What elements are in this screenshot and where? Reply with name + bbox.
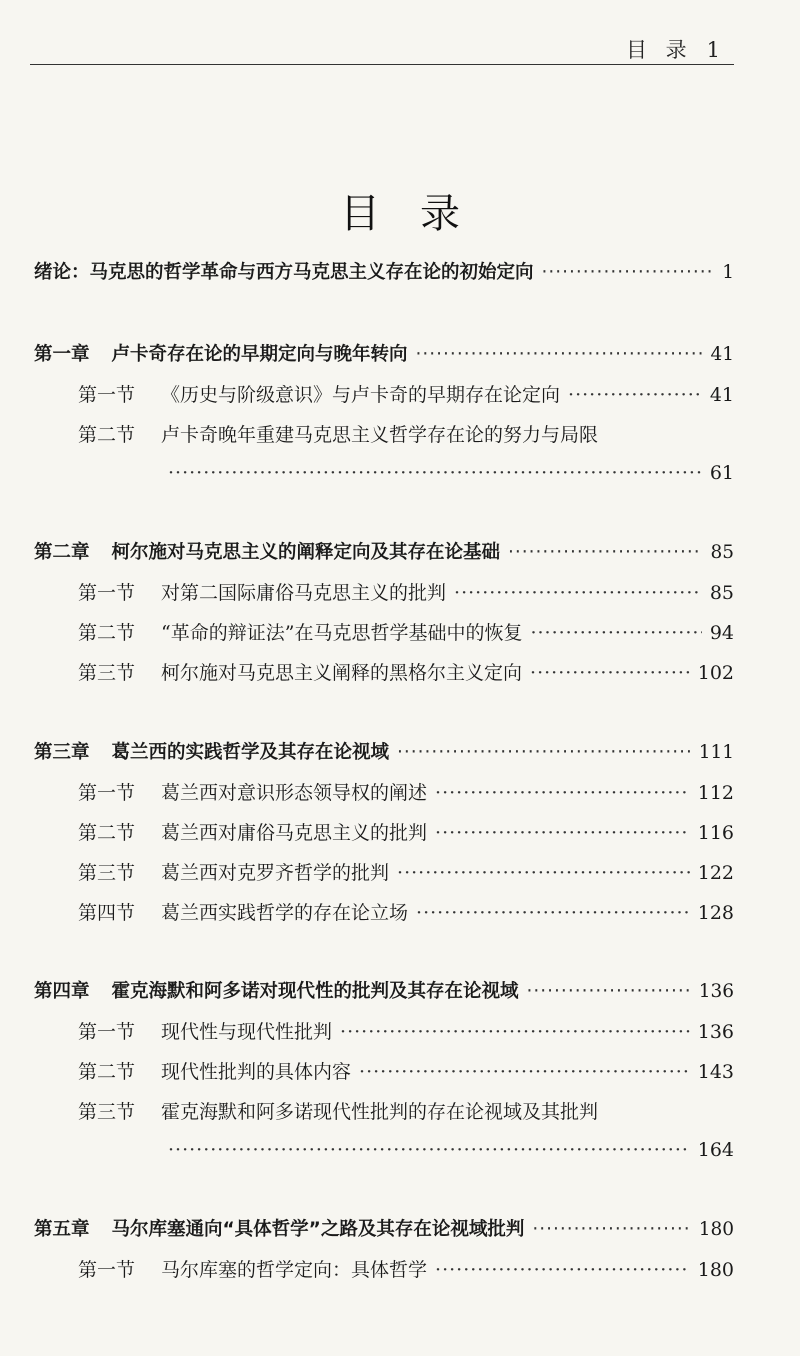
page-number: 41: [709, 384, 734, 406]
page-number: 41: [710, 344, 734, 365]
entry-title: 卢卡奇晚年重建马克思主义哲学存在论的努力与局限: [161, 424, 599, 446]
toc-entry-ch1-section-1[interactable]: [78, 382, 734, 408]
toc-entry-ch4-section-2[interactable]: [78, 1059, 734, 1085]
entry-title: 《历史与阶级意识》与卢卡奇的早期存在论定向: [161, 384, 561, 406]
toc-entry-ch5-section-1[interactable]: [78, 1257, 734, 1283]
entry-title: 霍克海默和阿多诺现代性批判的存在论视域及其批判: [161, 1101, 599, 1123]
chapter-label: 第一章: [34, 344, 90, 365]
page-number: 112: [697, 782, 734, 804]
entry-title: 绪论：马克思的哲学革命与西方马克思主义存在论的初始定向: [34, 262, 534, 283]
entry-title: 葛兰西对庸俗马克思主义的批判: [161, 822, 428, 844]
toc-entry-ch3-section-4[interactable]: [78, 900, 734, 926]
chapter-label: 第二章: [34, 542, 90, 563]
entry-title: 柯尔施对马克思主义阐释的黑格尔主义定向: [161, 662, 523, 684]
page-number: 111: [698, 742, 734, 763]
toc-entry-ch3-section-2[interactable]: [78, 820, 734, 846]
page-number: 85: [710, 542, 734, 563]
section-label: 第三节: [78, 1101, 136, 1123]
chapter-label: 第四章: [34, 981, 90, 1002]
dot-leader: [168, 1137, 690, 1163]
dot-leader: [397, 740, 691, 766]
entry-title: 卢卡奇存在论的早期定向与晚年转向: [111, 344, 408, 365]
running-head-page-number: 1: [706, 38, 720, 62]
toc-entry-introduction[interactable]: [34, 260, 734, 286]
page-number: 61: [709, 462, 734, 484]
dot-leader: [508, 540, 702, 566]
entry-title: 葛兰西的实践哲学及其存在论视域: [111, 742, 390, 763]
toc-entry-ch4-section-1[interactable]: [78, 1019, 734, 1045]
section-label: 第一节: [78, 782, 136, 804]
toc-entry-chapter-3[interactable]: [34, 740, 734, 766]
page-number: 136: [697, 1021, 734, 1043]
page-number: 143: [697, 1061, 734, 1083]
toc-entry-chapter-1[interactable]: [34, 342, 734, 368]
dot-leader: [397, 860, 690, 886]
page-number: 102: [697, 662, 734, 684]
toc-entry-ch2-section-3[interactable]: [78, 660, 734, 686]
toc-entry-chapter-5[interactable]: [34, 1217, 734, 1243]
section-label: 第三节: [78, 862, 136, 884]
section-label: 第二节: [78, 424, 136, 446]
page-number: 128: [697, 902, 734, 924]
dot-leader: [568, 382, 702, 408]
toc-entry-chapter-4[interactable]: [34, 979, 734, 1005]
dot-leader: [530, 660, 690, 686]
section-label: 第一节: [78, 582, 136, 604]
dot-leader: [435, 780, 690, 806]
page-number: 164: [697, 1139, 734, 1161]
dot-leader: [416, 900, 690, 926]
entry-title: 葛兰西实践哲学的存在论立场: [161, 902, 409, 924]
page-number: 94: [709, 622, 734, 644]
dot-leader: [416, 342, 703, 368]
toc-entry-ch4-section-3[interactable]: [78, 1099, 734, 1125]
dot-leader: [527, 979, 691, 1005]
entry-title: “革命的辩证法”在马克思哲学基础中的恢复: [161, 622, 523, 644]
dot-leader: [532, 1217, 690, 1243]
section-label: 第一节: [78, 1021, 136, 1043]
toc-entry-ch1-section-2-continuation: [168, 460, 734, 486]
toc-entry-ch2-section-2[interactable]: [78, 620, 734, 646]
entry-title: 马尔库塞通向“具体哲学”之路及其存在论视域批判: [111, 1219, 525, 1240]
toc-entry-chapter-2[interactable]: [34, 540, 734, 566]
entry-title: 霍克海默和阿多诺对现代性的批判及其存在论视域: [111, 981, 519, 1002]
dot-leader: [340, 1019, 690, 1045]
dot-leader: [168, 460, 702, 486]
dot-leader: [454, 580, 702, 606]
dot-leader: [542, 260, 715, 286]
page-number: 122: [697, 862, 734, 884]
entry-title: 葛兰西对意识形态领导权的阐述: [161, 782, 428, 804]
entry-title: 现代性批判的具体内容: [161, 1061, 352, 1083]
section-label: 第四节: [78, 902, 136, 924]
dot-leader: [359, 1059, 690, 1085]
chapter-label: 第三章: [34, 742, 90, 763]
entry-title: 马尔库塞的哲学定向：具体哲学: [161, 1259, 428, 1281]
section-label: 第二节: [78, 1061, 136, 1083]
page-number: 85: [709, 582, 734, 604]
toc-entry-ch3-section-3[interactable]: [78, 860, 734, 886]
section-label: 第二节: [78, 822, 136, 844]
toc-entry-ch2-section-1[interactable]: [78, 580, 734, 606]
section-label: 第三节: [78, 662, 136, 684]
page-number: 180: [697, 1259, 734, 1281]
page-number: 136: [698, 981, 734, 1002]
entry-title: 葛兰西对克罗齐哲学的批判: [161, 862, 390, 884]
section-label: 第一节: [78, 1259, 136, 1281]
dot-leader: [435, 820, 690, 846]
section-label: 第一节: [78, 384, 136, 406]
entry-title: 柯尔施对马克思主义的阐释定向及其存在论基础: [111, 542, 501, 563]
dot-leader: [530, 620, 701, 646]
entry-title: 对第二国际庸俗马克思主义的批判: [161, 582, 447, 604]
page-number: 180: [698, 1219, 734, 1240]
page-number: 1: [722, 262, 734, 283]
toc-entry-ch1-section-2[interactable]: [78, 422, 734, 448]
page-number: 116: [697, 822, 734, 844]
dot-leader: [435, 1257, 690, 1283]
chapter-label: 第五章: [34, 1219, 90, 1240]
section-label: 第二节: [78, 622, 136, 644]
toc-entry-ch3-section-1[interactable]: [78, 780, 734, 806]
page-title: 目录: [340, 191, 500, 237]
toc-entry-ch4-section-3-continuation: [168, 1137, 734, 1163]
running-head-title: 目 录: [625, 38, 693, 62]
entry-title: 现代性与现代性批判: [161, 1021, 333, 1043]
